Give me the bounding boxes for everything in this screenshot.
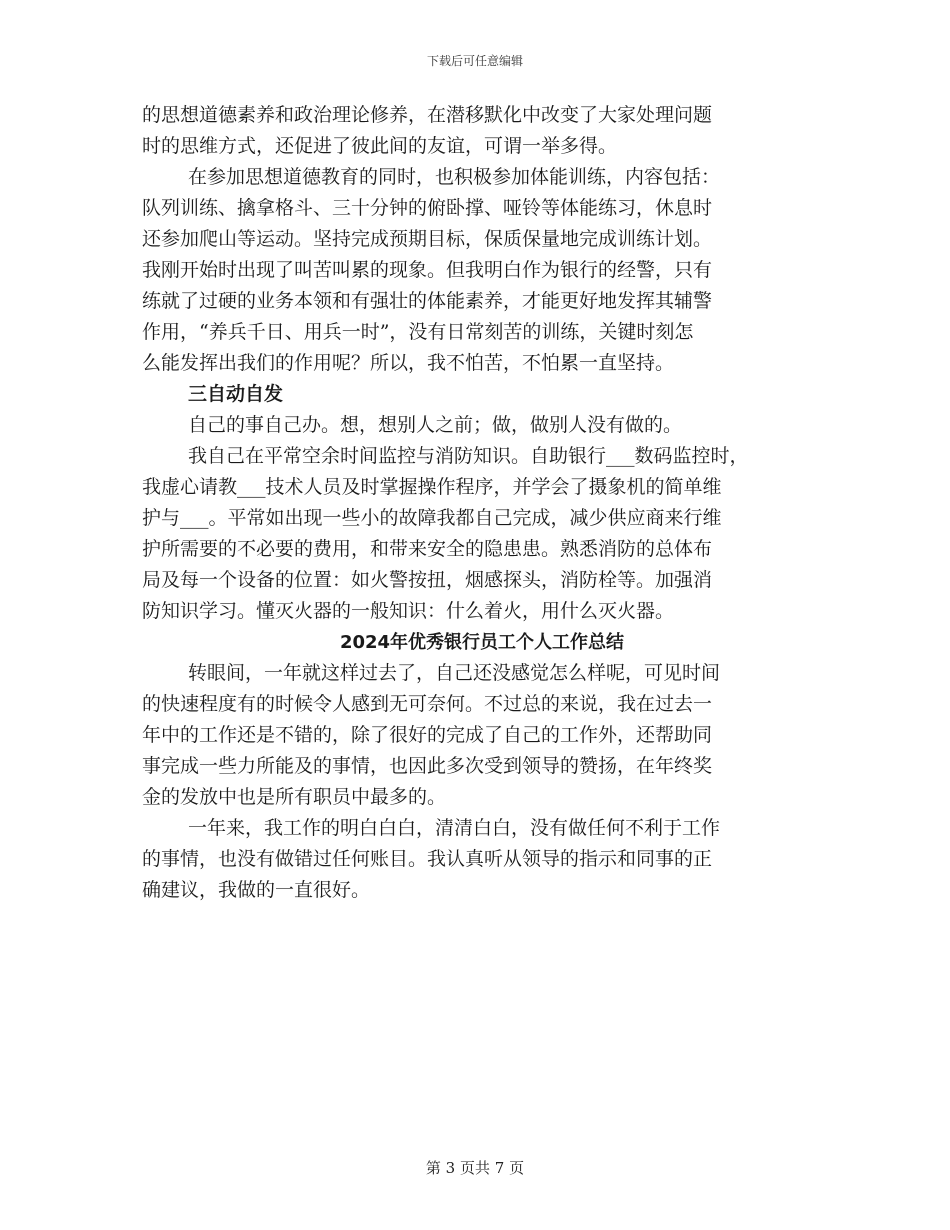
text-line: 一年来，我工作的明白白白，清清白白，没有做任何不利于工作 xyxy=(188,817,721,839)
text-line: 练就了过硬的业务本领和有强壮的体能素养，才能更好地发挥其辅警 xyxy=(142,290,713,312)
text-line: 护所需要的不必要的费用，和带来安全的隐患患。熟悉消防的总体布 xyxy=(142,538,713,560)
text-line: 时的思维方式，还促进了彼此间的友谊，可谓一举多得。 xyxy=(142,135,618,157)
text-line: 确建议，我做的一直很好。 xyxy=(142,879,371,901)
text-line: 的快速程度有的时候令人感到无可奈何。不过总的来说，我在过去一 xyxy=(142,693,713,715)
text-line: 转眼间，一年就这样过去了，自己还没感觉怎么样呢，可见时间 xyxy=(188,662,721,684)
document-body xyxy=(142,100,822,906)
document-title: 2024年优秀银行员工个人工作总结 xyxy=(339,632,625,653)
text-line: 在参加思想道德教育的同时，也积极参加体能训练，内容包括： xyxy=(188,166,721,188)
text-line: 的事情，也没有做错过任何账目。我认真听从领导的指示和同事的正 xyxy=(142,848,713,870)
text-line: 么能发挥出我们的作用呢？所以，我不怕苦，不怕累一直坚持。 xyxy=(142,352,675,374)
text-line: 事完成一些力所能及的事情，也因此多次受到领导的赞扬，在年终奖 xyxy=(142,755,713,777)
text-line: 自己的事自己办。想，想别人之前；做，做别人没有做的。 xyxy=(188,414,683,436)
text-line: 我虚心请教___技术人员及时掌握操作程序，并学会了摄象机的简单维 xyxy=(142,476,722,498)
text-line: 年中的工作还是不错的，除了很好的完成了自己的工作外，还帮助同 xyxy=(142,724,713,746)
text-line: 局及每一个设备的位置：如火警按扭，烟感探头，消防栓等。加强消 xyxy=(142,569,713,591)
text-line: 我自己在平常空余时间监控与消防知识。自助银行___数码监控时， xyxy=(188,445,749,467)
section-heading: 三自动自发 xyxy=(188,383,284,405)
text-line: 防知识学习。懂灭火器的一般知识：什么着火，用什么灭火器。 xyxy=(142,600,675,622)
header-note: 下载后可任意编辑 xyxy=(426,54,523,68)
text-line: 护与___。平常如出现一些小的故障我都自己完成，减少供应商来行维 xyxy=(142,507,722,529)
text-line: 作用，“养兵千日、用兵一时”，没有日常刻苦的训练，关键时刻怎 xyxy=(142,321,694,343)
text-line: 的思想道德素养和政治理论修养，在潜移默化中改变了大家处理问题 xyxy=(142,104,713,126)
text-line: 队列训练、擒拿格斗、三十分钟的俯卧撑、哑铃等体能练习，休息时 xyxy=(142,197,713,219)
text-line: 我刚开始时出现了叫苦叫累的现象。但我明白作为银行的经警，只有 xyxy=(142,259,713,281)
text-line: 还参加爬山等运动。坚持完成预期目标，保质保量地完成训练计划。 xyxy=(142,228,713,250)
page-number: 第 3 页共 7 页 xyxy=(425,1159,525,1177)
text-line: 金的发放中也是所有职员中最多的。 xyxy=(142,786,447,808)
